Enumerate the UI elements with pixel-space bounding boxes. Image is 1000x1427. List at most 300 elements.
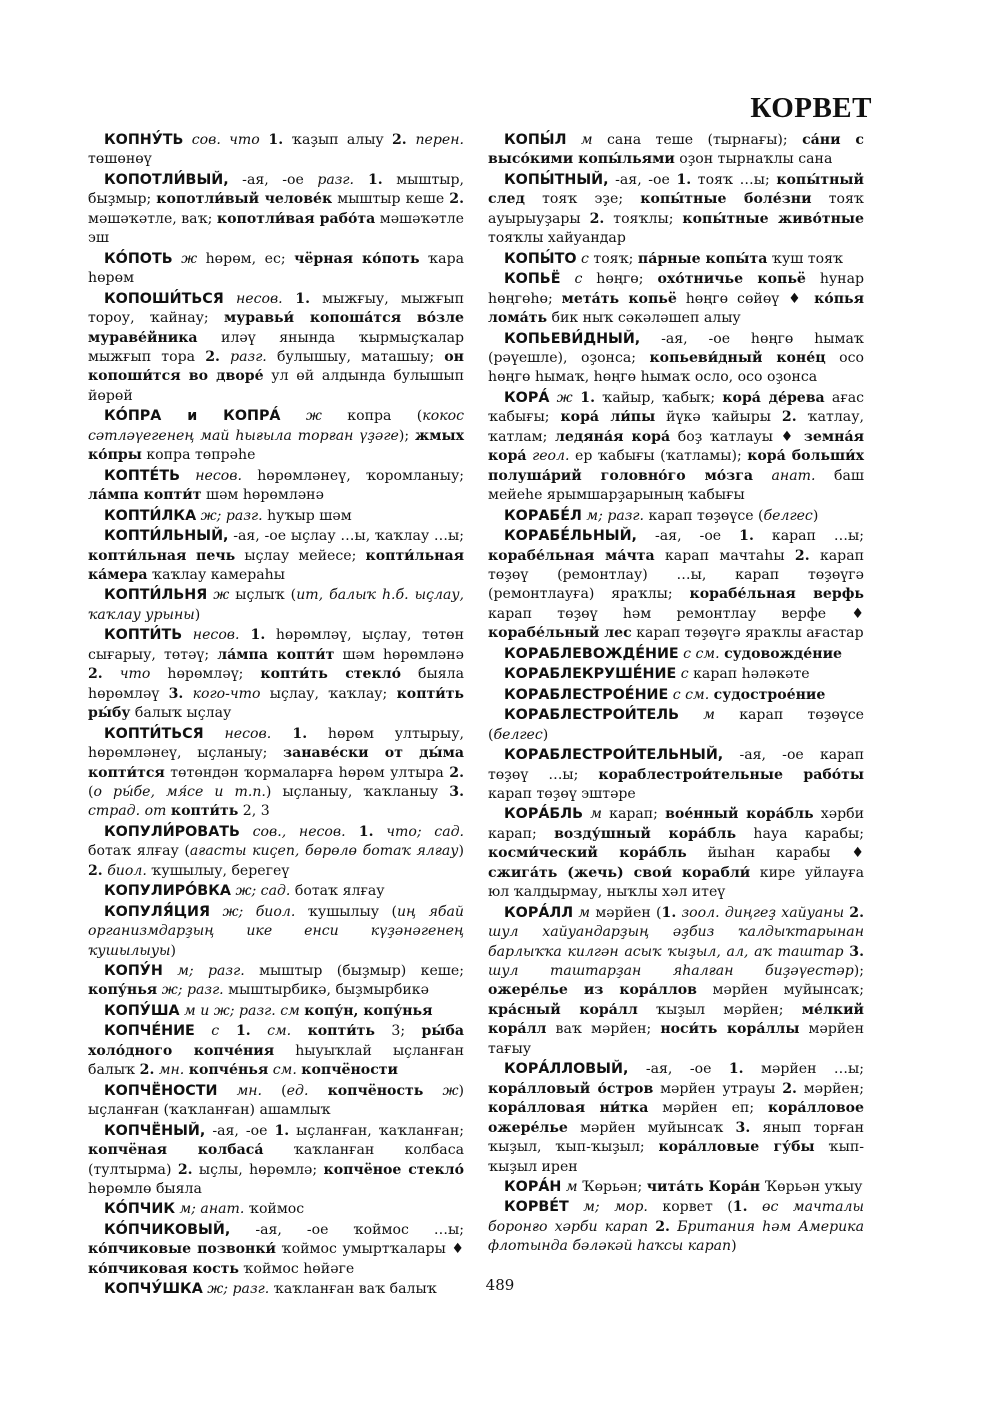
example-phrase: 2. (449, 191, 464, 208)
translation-text: бик ныҡ сәкәләшеп алыу (547, 310, 741, 327)
headword: КОПТИ́ЛЬНЯ (104, 587, 208, 604)
grammar-note: о ры́бе, мя́се и т.п. (93, 783, 266, 800)
example-phrase: 1. (676, 171, 692, 188)
translation-text: ҡаҡланған колбаса (тултырма) (88, 1142, 464, 1178)
dictionary-entry (88, 527, 464, 585)
translation-text (373, 824, 386, 840)
headword: КОПТИ́ТЬ (104, 627, 183, 644)
headword: КОПОТЛИ́ВЫЙ, (104, 171, 229, 188)
headword: КОПТИ́ЛКА (104, 507, 197, 524)
grammar-note: ағасты киҫеп, бөрөлө ботаҡ ялғау (189, 843, 459, 860)
translation-text: копра төпрәһе (141, 447, 256, 464)
translation-text (748, 1199, 763, 1215)
translation-text: Ҡөрьән; (577, 1179, 647, 1196)
dictionary-entry (88, 131, 464, 170)
example-phrase: 1. (219, 1023, 251, 1040)
dictionary-entry (488, 330, 864, 388)
example-phrase: 1. (728, 1061, 744, 1078)
translation-text: ҡатлау, ҡатлам; (488, 409, 864, 445)
grammar-note: ж; разг. (207, 1281, 270, 1298)
dictionary-entry (88, 407, 464, 465)
translation-text: ҡаҡланған ваҡ балыҡ (269, 1281, 437, 1298)
running-header: КОРВЕТ (750, 92, 872, 124)
translation-text: йыһан карабы ♦ (686, 845, 864, 862)
translation-text (423, 1083, 442, 1099)
example-phrase: корабе́льный лес (488, 625, 632, 642)
translation-text: 2, 3 (238, 803, 270, 820)
translation-text: мәрйен еп; (648, 1100, 768, 1117)
example-phrase: кора́лловые гу́бы (658, 1139, 815, 1156)
dictionary-entry (88, 1082, 464, 1121)
example-phrase: 2. (794, 547, 810, 564)
dictionary-entry (88, 507, 464, 526)
translation-text: карап һәләкәте (688, 666, 810, 683)
headword: КОПУЛИРО́ВКА (104, 883, 231, 900)
example-phrase: са́ни с высо́кими копы́льями (488, 132, 864, 168)
translation-text: тояҡ ауырыуҙары (488, 191, 864, 227)
grammar-note: ед. (286, 1082, 309, 1099)
dictionary-entry (88, 882, 464, 901)
example-phrase: 3. (168, 685, 184, 702)
translation-text: ботаҡ ялғау (290, 883, 385, 900)
dictionary-entry (88, 962, 464, 1001)
translation-text: ҡайыр, ҡабыҡ; (595, 389, 723, 406)
headword: КО́ПЧИКОВЫЙ, (104, 1221, 231, 1238)
dictionary-entry (488, 389, 864, 506)
headword: КОПУ́Н (104, 963, 163, 980)
dictionary-entry (488, 171, 864, 249)
translation-text (183, 686, 192, 702)
translation-text: ҡоймос умыртҡалары ♦ (275, 1241, 464, 1258)
example-phrase: копти́ть ры́бу (88, 685, 464, 722)
translation-text (280, 408, 305, 424)
right-column (488, 131, 864, 1258)
translation-text (569, 1199, 584, 1215)
translation-text: мәшәҡәтле, ваҡ; (88, 210, 217, 227)
translation-text: ҡушылыу ( (295, 903, 397, 920)
translation-text: һөрөмләнеү, ҡоромланыу; (241, 467, 465, 484)
translation-text: һауа карабы; (736, 825, 864, 842)
grammar-note: ж; разг. (200, 507, 263, 524)
dictionary-entry (88, 626, 464, 723)
example-phrase: 1. (572, 389, 596, 406)
example-phrase: чёрная ко́поть (294, 250, 420, 267)
example-phrase: жмых ко́пры (88, 427, 464, 464)
translation-text: мәрйен; (796, 1080, 865, 1097)
headword: КОРАБЛЕСТРОИ́ТЕЛЬ (504, 707, 680, 724)
grammar-note: анат. (771, 467, 816, 484)
grammar-note: мн. (158, 1062, 185, 1079)
example-phrase: 3. (735, 1119, 751, 1136)
translation-text: ыҫланған, ҡаҡланған; (289, 1122, 464, 1139)
example-phrase: кора́лловый о́стров (488, 1080, 654, 1097)
headword: КОПЧЁНОСТИ (104, 1082, 218, 1099)
translation-text: -ая, -ое (637, 528, 740, 545)
example-phrase: копче́нья (188, 1062, 269, 1079)
translation-text: мәрйен ( (590, 904, 662, 921)
translation-text: тояҡ; (588, 250, 638, 267)
grammar-note: белгес (493, 726, 543, 743)
dictionary-entry (488, 805, 864, 902)
translation-text (183, 132, 191, 148)
grammar-note: несов. (235, 290, 283, 307)
dictionary-entry (88, 1022, 464, 1080)
translation-text: һөрөм ултырыу, һөрөмләнеү, ыҫланыу; (88, 725, 464, 762)
translation-text: ҡуш тояҡ (767, 250, 844, 267)
headword: КОПЬЁ (504, 271, 561, 288)
example-phrase: ледяна́я кора́ (554, 428, 671, 445)
translation-text: баш мейеһе ярымшарҙарының ҡабығы (488, 467, 864, 504)
grammar-note: ж (213, 587, 230, 604)
translation-text: тояҡлы; (604, 210, 683, 227)
grammar-note: м; разг. (586, 507, 645, 524)
grammar-note: зоол. диңгеҙ хайуаны (681, 904, 845, 921)
translation-text: янып торған ҡыҙыл, ҡып-ҡыҙыл; (488, 1119, 864, 1156)
translation-text (224, 291, 236, 307)
example-phrase: копотли́вый челове́к (156, 191, 333, 208)
translation-text: балыҡ ыҫлау (130, 705, 232, 722)
dictionary-entry (88, 250, 464, 289)
translation-text: -ая, -ое (205, 1122, 275, 1139)
translation-text: ( (262, 1082, 287, 1099)
translation-text: ҡыҙыл мәрйен; (637, 1001, 802, 1018)
headword: КОПЫ́ТО (504, 250, 577, 267)
translation-text: ер ҡабығы (ҡатламы); (569, 448, 748, 465)
headword: КОРАБЛЕСТРОИ́ТЕЛЬНЫЙ, (504, 747, 724, 764)
example-phrase: сжига́ть (жечь) свои́ корабли́ (488, 864, 751, 881)
example-phrase: кораблестрои́тельные рабо́ты (598, 766, 865, 783)
translation-text (217, 1083, 236, 1099)
translation-text (240, 824, 253, 840)
translation-text: карап төҙөү эштәре (488, 785, 636, 802)
grammar-note: м (580, 132, 593, 148)
grammar-note: биол. (107, 862, 147, 879)
dictionary-entry (488, 507, 864, 526)
dictionary-entry (488, 250, 864, 269)
translation-text: мыштыр, быҙмыр; (88, 171, 464, 208)
translation-text: ваҡ мәрйен; (546, 1021, 661, 1038)
translation-text: иләү янында ҡырмыҫҡалар мыжғып тора (88, 329, 464, 365)
grammar-note: м; разг. (177, 963, 245, 980)
headword: КОПЧУ́ШКА (104, 1281, 203, 1298)
example-phrase: ме́лкий кора́лл (488, 1001, 864, 1038)
headword: КОРАБЛЕКРУШЕ́НИЕ (504, 666, 677, 683)
dictionary-entry (88, 1002, 464, 1021)
dictionary-entry (88, 1122, 464, 1200)
grammar-note: Британия һәм Америка флотында бәләкәй һаҡсы карап (488, 1218, 864, 1255)
headword: КОПУ́ША (104, 1002, 180, 1019)
grammar-note: см. (267, 1023, 292, 1040)
translation-text: ( (88, 783, 94, 800)
headword: КОПЧЁНЫЙ, (104, 1122, 206, 1139)
example-phrase: копти́ть (307, 1023, 375, 1040)
headword: КОПТЕ́ТЬ (104, 467, 180, 484)
example-phrase: муравьи́ копоша́тся во́зле мураве́йника (88, 310, 464, 346)
example-phrase: копти́ть стекло́ (260, 666, 402, 683)
headword: КОПУЛИ́РОВАТЬ (104, 823, 240, 840)
example-phrase: 2. (449, 764, 464, 781)
translation-text: карап төҙөүсе ( (644, 507, 764, 524)
example-phrase: косми́ческий кора́бль (488, 845, 687, 862)
headword: КОПЧЕ́НИЕ (104, 1023, 195, 1040)
example-phrase: копчёное стекло́ (323, 1161, 464, 1178)
translation-text: ҡара һөрөм (88, 250, 464, 287)
grammar-note: с (211, 1023, 220, 1040)
translation-text: мыжғыу, мыжғып тороу, ҡайнау; (88, 290, 465, 327)
translation-text: ҡушылыу, берегеү (146, 862, 290, 879)
headword: КОПЫ́Л (504, 132, 567, 148)
example-phrase: 1. (661, 904, 677, 921)
grammar-note: м (578, 904, 591, 921)
example-phrase: охо́тничье копьё (657, 271, 806, 288)
dictionary-entry (88, 586, 464, 625)
translation-text: шәм һөрөмләнә (334, 646, 465, 663)
translation-text: ) (194, 606, 201, 623)
translation-text: ыҫлау, ҡаҡлау; (260, 685, 397, 702)
example-phrase: он копоши́тся во дворе́ (88, 348, 464, 385)
translation-text: -ая, -ое һөңгө һымаҡ (рәүешле), оҙонса; (488, 330, 864, 366)
grammar-note: с (581, 250, 589, 267)
translation-text (560, 271, 574, 287)
dictionary-entry (488, 904, 864, 1060)
translation-text (195, 1023, 211, 1039)
translation-text (670, 1219, 677, 1235)
translation-text: боҙ ҡатлауы ♦ (670, 428, 804, 445)
example-phrase: копы́тные боле́зни (640, 191, 812, 208)
grammar-note: иң ябай организмдарҙың ике енси күҙәнәгенең ҡушылыуы (88, 903, 465, 959)
headword: КОРА́Н (504, 1179, 562, 1196)
translation-text: -ая, -ое (228, 171, 318, 188)
example-phrase: корабе́льная верфь (689, 586, 864, 603)
translation-text: ); (853, 963, 864, 980)
translation-text: тояҡ эҙе; (524, 191, 641, 208)
translation-text (308, 1083, 327, 1099)
headword: КО́ПЧИК (104, 1201, 176, 1218)
translation-text: тояҡлы хайуандар (488, 230, 626, 247)
dictionary-entry (88, 725, 464, 822)
example-phrase: кора́лловое ожере́лье (488, 1100, 864, 1136)
translation-text: быяла һөрөмләү (88, 666, 465, 702)
translation-text (220, 349, 230, 365)
example-phrase: кора́ де́рева (722, 389, 825, 406)
translation-text: -ая, -ое ыҫлау …ы, ҡаҡлау …ы; (228, 528, 464, 545)
translation-text: ) (170, 942, 177, 959)
grammar-note: перен. (415, 132, 464, 148)
grammar-note: несов. (195, 467, 242, 484)
example-phrase: копы́тный след (488, 171, 864, 208)
translation-text: һөрөмлө быяла (88, 1181, 202, 1198)
grammar-note: разг. (230, 348, 267, 365)
example-phrase: земна́я кора́ (488, 428, 864, 465)
example-phrase: кора́лловая ни́тка (488, 1100, 649, 1117)
example-phrase: 2. (782, 1080, 797, 1097)
translation-text (173, 251, 181, 267)
example-phrase: 1. (732, 1199, 748, 1216)
translation-text: карап төҙөү (ремонтлау) …ы, карап төҙөүгә (ремонтлауға) яраҡлы; (488, 547, 865, 603)
translation-text: -ая, -ое (608, 171, 677, 188)
translation-text: һуҡыр шәм (262, 507, 352, 524)
grammar-note: ж (181, 250, 198, 267)
translation-text (182, 627, 193, 643)
translation-text: карап төҙөү һәм ремонтлау верфе ♦ (488, 605, 864, 622)
grammar-note: мн. (236, 1082, 263, 1099)
example-phrase: мета́ть копьё (561, 290, 677, 307)
grammar-note: шул таштарҙан яһалған биҙәүестәр (488, 963, 854, 980)
translation-text: карап; (601, 806, 666, 823)
translation-text: -ая, -ое карап төҙөү …ы; (488, 747, 864, 783)
translation-text: мәрйен тағыу (488, 1021, 864, 1057)
grammar-note: с см. (683, 645, 720, 662)
example-phrase: кора́ ли́пы (560, 409, 656, 426)
example-phrase: копу́нья (88, 982, 158, 999)
translation-text: төшөнөү (88, 151, 152, 168)
grammar-note: ж (305, 408, 322, 425)
headword: КО́ПОТЬ (104, 250, 173, 267)
grammar-note: что (119, 666, 151, 683)
translation-text (679, 707, 703, 723)
example-phrase: корабе́льная ма́чта (488, 547, 655, 564)
translation-text: карап мачтаһы (654, 547, 795, 564)
example-phrase: копчёная колбаса́ (88, 1142, 264, 1159)
example-phrase: носи́ть кора́ллы (660, 1021, 800, 1038)
example-phrase: ожере́лье из кора́ллов (488, 982, 697, 999)
grammar-note: м (703, 707, 715, 724)
translation-text: мәрйен утрауы (653, 1080, 783, 1097)
dictionary-entry (488, 1060, 864, 1177)
dictionary-entry (488, 706, 864, 745)
translation-text: мәрйен …ы; (743, 1061, 864, 1078)
translation-text: ҡаҙып алыу (291, 132, 392, 148)
example-phrase: судовожде́ние (724, 645, 842, 662)
headword: КОРА́ЛЛ (504, 904, 574, 921)
translation-text: һөрөмләү, ыҫлау, төтөн сығарыу, төтәү; (88, 627, 465, 663)
example-phrase: ры́ба холо́дного копче́ния (88, 1023, 464, 1059)
translation-text: йүкә ҡайыры (655, 409, 782, 426)
page-number: 489 (485, 1276, 515, 1294)
dictionary-entry (88, 823, 464, 881)
translation-text: мыштыр (быҙмыр) кеше; (244, 963, 464, 980)
grammar-note: с (680, 666, 689, 683)
example-phrase: 2. (589, 210, 605, 227)
example-phrase: ко́пья лома́ть (488, 290, 864, 327)
grammar-note: өс мачталы боронғо хәрби карап (488, 1199, 864, 1235)
translation-text: карап төҙөүсе ( (488, 707, 864, 743)
headword: КОПОШИ́ТЬСЯ (104, 290, 224, 307)
dictionary-entry (88, 290, 464, 407)
translation-text: мәрйен муйынсаҡ; (696, 982, 864, 999)
grammar-note: с см. (672, 686, 710, 703)
example-phrase: 2. (655, 1218, 670, 1235)
translation-text: ыҫлы, һөрөмлә; (192, 1161, 324, 1178)
headword: КОРА́ЛЛОВЫЙ, (504, 1061, 629, 1078)
grammar-note: ж; разг. (161, 982, 224, 999)
grammar-note: с (574, 271, 583, 288)
translation-text (291, 1023, 307, 1039)
headword: КО́ПРА и КОПРА́ (104, 408, 281, 425)
example-phrase: 1. (259, 132, 292, 148)
translation-text (753, 468, 772, 484)
translation-text: шәм һөрөмләнә (201, 487, 324, 504)
headword: КОПУЛЯ́ЦИЯ (104, 903, 210, 920)
translation-text: мыштыр кеше (332, 191, 450, 208)
example-phrase: 2. (205, 348, 220, 365)
grammar-note: геол. (532, 448, 570, 465)
headword: КОПЬЕВИ́ДНЫЙ, (504, 330, 641, 347)
grammar-note: сов. что (191, 132, 260, 148)
example-phrase: па́рные копы́та (637, 250, 768, 267)
translation-text: ) ыҫланыу, ҡаҡланыу (265, 783, 450, 800)
grammar-note: сов., несов. (252, 823, 346, 840)
dictionary-entry (488, 1178, 864, 1197)
translation-text: мыштырбикә, быҙмырбикә (223, 982, 429, 999)
translation-text: һөрөм, ес; (197, 250, 295, 267)
translation-text: карап төҙөүгә яраҡлы ағастар (631, 625, 864, 642)
dictionary-entry (488, 527, 864, 644)
translation-text: ) (812, 507, 819, 524)
translation-text: һөрөмләү; (150, 666, 261, 683)
example-phrase: 1. (274, 1122, 290, 1139)
example-phrase: возду́шный кора́бль (554, 825, 737, 842)
translation-text: Ҡөрьән уҡыу (760, 1179, 863, 1196)
translation-text (180, 468, 195, 484)
headword: КОПЫ́ТНЫЙ, (504, 171, 609, 188)
dictionary-entry (488, 665, 864, 684)
headword: КОПТИ́ЛЬНЫЙ, (104, 528, 229, 545)
dictionary-entry (88, 1200, 464, 1219)
translation-text: кире уйлауға юл ҡалдырмау, ныҡлы хәл итеү (488, 864, 864, 901)
headword: КОРВЕ́Т (504, 1199, 569, 1216)
example-phrase: копы́тные живо́тные (682, 210, 864, 227)
grammar-note: см. (272, 1062, 297, 1079)
example-phrase: копотли́вая рабо́та (216, 210, 376, 227)
headword: КОРА́ (504, 389, 550, 406)
headword: КОРАБЛЕВОЖДЕ́НИЕ (504, 645, 679, 662)
translation-text: һунар һөңгөһө; (488, 271, 865, 307)
grammar-note: разг. (317, 171, 355, 188)
translation-text: ҡоймос (244, 1201, 305, 1218)
example-phrase: ла́мпа копти́т (88, 487, 202, 504)
translation-text: ҡаҡлау камераһы (147, 566, 285, 583)
translation-text: ) (542, 726, 549, 743)
translation-text: һөңгө; (582, 271, 658, 288)
example-phrase: 1. (239, 627, 266, 644)
translation-text (251, 1023, 267, 1039)
translation-text: ) ыҫланған (ҡаҡланған) ашамлыҡ (88, 1082, 464, 1119)
example-phrase: 1. (739, 528, 754, 545)
dictionary-entry (488, 270, 864, 328)
grammar-note: ж (556, 389, 573, 406)
translation-text: 3; (374, 1023, 422, 1040)
example-phrase: 1. (271, 725, 308, 742)
translation-text: -ая, -ое ҡоймос …ы; (230, 1221, 464, 1238)
example-phrase: копчёность (327, 1082, 424, 1099)
example-phrase: 2. (781, 409, 797, 426)
translation-text: карап …ы; (753, 528, 864, 545)
dictionary-entry (88, 171, 464, 249)
headword: КОРАБЕ́Л (504, 507, 582, 524)
translation-text: мәшәҡәтле эш (88, 210, 465, 247)
translation-text: ) (458, 843, 464, 860)
grammar-note: м (565, 1179, 578, 1196)
example-phrase: чита́ть Кора́н (646, 1179, 761, 1196)
grammar-note: ж; биол. (222, 903, 296, 920)
grammar-note: несов. (192, 627, 240, 644)
translation-text: ул өй алдында булышып йөрөй (88, 368, 464, 404)
translation-text: ағас ҡабығы; (488, 389, 864, 426)
dictionary-entry (88, 1221, 464, 1279)
translation-text: ыҫлыҡ ( (229, 587, 297, 604)
grammar-note: кого-что (192, 685, 261, 702)
